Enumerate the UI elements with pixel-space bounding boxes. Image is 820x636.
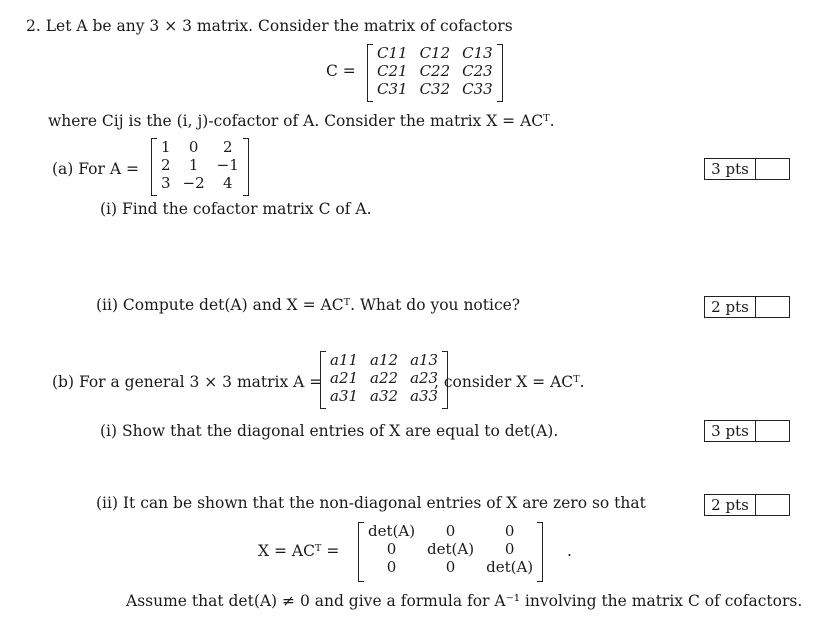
matrix-a-cell: 1 [188, 156, 199, 174]
final-text: Assume that det(A) ≠ 0 and give a formula for A⁻¹ involving the matrix C of cofactors. [126, 592, 803, 610]
matrix-row [371, 80, 499, 98]
where-text: where Cij is the (i, j)-cofactor of A. Consider the matrix X = ACᵀ. [48, 112, 555, 130]
matrix-x-cell: 0 [386, 540, 397, 558]
matrix-b-cell: a31 [330, 387, 359, 405]
part-b-label: (b) For a general 3 × 3 matrix A = [52, 373, 323, 391]
matrix-row [362, 540, 539, 558]
matrix-row [362, 558, 539, 576]
problem-number: 2. [26, 17, 41, 35]
matrix-x-cell: 0 [504, 540, 515, 558]
cofactor-cell: C22 [419, 62, 451, 80]
matrix-row [371, 62, 499, 80]
part-b-ii-text: (ii) It can be shown that the non-diagonal entries of X are zero so that [96, 494, 646, 512]
matrix-b-cell: a21 [330, 369, 359, 387]
cofactor-cell: C23 [462, 62, 493, 80]
matrix-row [324, 369, 444, 387]
part-a-i-text: (i) Find the cofactor matrix C of A. [100, 200, 372, 218]
matrix-x-cell: det(A) [427, 540, 475, 558]
matrix-x-cell: 0 [504, 522, 515, 540]
matrix-row [371, 44, 499, 62]
cofactor-cell: C32 [419, 80, 451, 98]
matrix-x-cell: 0 [445, 558, 456, 576]
score-blank[interactable] [756, 495, 789, 515]
matrix-row [362, 522, 539, 540]
matrix-a-cell: −2 [182, 174, 205, 192]
matrix-row [155, 138, 245, 156]
part-a-ii-points-box [704, 296, 790, 318]
points-label: 2 pts [705, 297, 756, 317]
matrix-a-cell: 3 [161, 174, 171, 192]
intro-text: Let A be any 3 × 3 matrix. Consider the matrix of cofactors [45, 17, 513, 35]
matrix-x-cell: det(A) [368, 522, 416, 540]
matrix-a-cell: 2 [222, 138, 233, 156]
matrix-b-cell: a22 [370, 369, 399, 387]
matrix-row [155, 174, 245, 192]
part-b-suffix: , consider X = ACᵀ. [434, 373, 585, 391]
x-label: X = ACᵀ = [258, 542, 340, 560]
part-a-points-box [704, 158, 790, 180]
matrix-a-cell: 4 [222, 174, 233, 192]
x-matrix [358, 522, 543, 582]
part-a-ii-text: (ii) Compute det(A) and X = ACᵀ. What do you notice? [96, 296, 521, 314]
cofactor-cell: C13 [462, 44, 493, 62]
score-blank[interactable] [756, 421, 789, 441]
cofactor-cell: C21 [377, 62, 408, 80]
part-b-i-points-box [704, 420, 790, 442]
matrix-b-cell: a11 [330, 351, 359, 369]
points-label: 2 pts [705, 495, 756, 515]
matrix-a-cell: 1 [161, 138, 171, 156]
score-blank[interactable] [756, 159, 789, 179]
score-blank[interactable] [756, 297, 789, 317]
cofactor-cell: C33 [462, 80, 493, 98]
matrix-row [324, 387, 444, 405]
matrix-a-cell: −1 [216, 156, 239, 174]
part-b-i-text: (i) Show that the diagonal entries of X are equal to det(A). [100, 422, 559, 440]
matrix-row [324, 351, 444, 369]
cofactor-matrix [367, 44, 503, 102]
matrix-b-cell: a32 [370, 387, 399, 405]
matrix-row [155, 156, 245, 174]
cofactor-label: C = [326, 62, 356, 80]
points-label: 3 pts [705, 159, 756, 179]
matrix-b-cell: a23 [410, 369, 439, 387]
matrix-x-cell: 0 [445, 522, 456, 540]
matrix-a-cell: 2 [161, 156, 171, 174]
x-suffix: . [567, 542, 572, 560]
matrix-x-cell: det(A) [486, 558, 534, 576]
part-a-label: (a) For A = [52, 160, 139, 178]
points-label: 3 pts [705, 421, 756, 441]
matrix-x-cell: 0 [386, 558, 397, 576]
cofactor-cell: C31 [377, 80, 408, 98]
matrix-b-cell: a12 [370, 351, 399, 369]
problem-intro [26, 17, 513, 35]
matrix-b-cell: a13 [410, 351, 439, 369]
matrix-a-cell: 0 [188, 138, 199, 156]
matrix-b-cell: a33 [410, 387, 439, 405]
cofactor-cell: C12 [419, 44, 451, 62]
cofactor-cell: C11 [377, 44, 408, 62]
part-b-ii-points-box [704, 494, 790, 516]
part-a-matrix [151, 138, 249, 196]
part-b-matrix [320, 351, 448, 409]
